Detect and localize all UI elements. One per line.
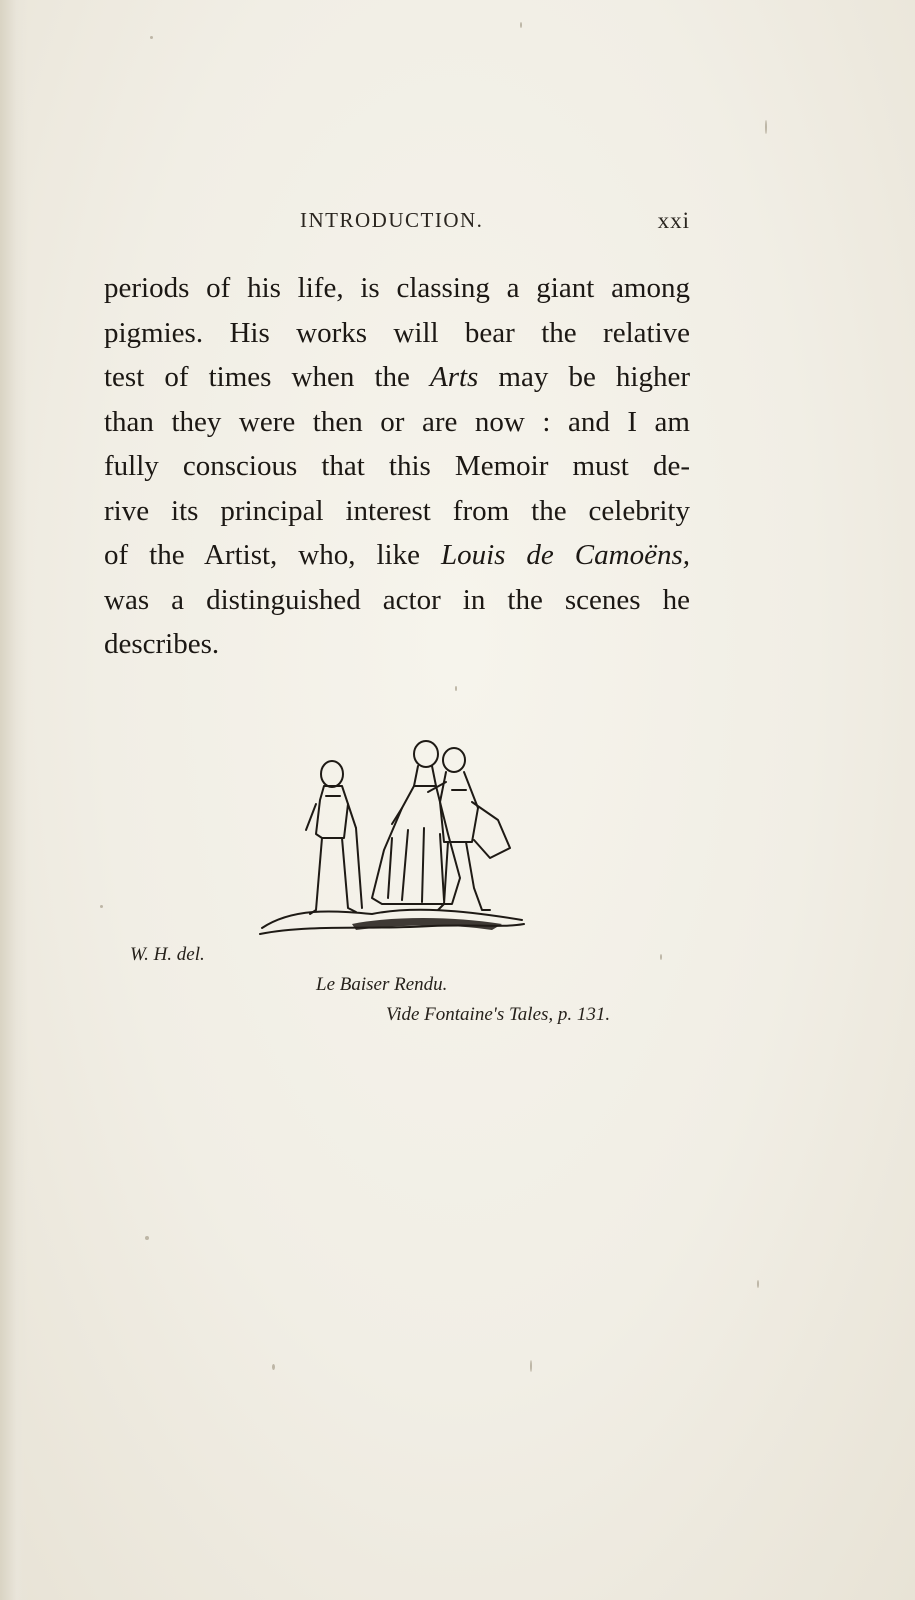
text-line: periods of his life, is classing a giant among [104, 272, 690, 304]
text-segment: may be higher [478, 361, 690, 393]
text-segment: of the Artist, who, like [104, 539, 441, 571]
text-line: rive its principal interest from the celebrity [104, 494, 690, 527]
running-title: INTRODUCTION. [300, 208, 484, 232]
italic-name: Louis de Camoëns, [440, 539, 690, 571]
text-line: fully conscious that this Memoir must de- [104, 450, 690, 482]
running-head [104, 208, 690, 238]
italic-word: Arts [429, 361, 479, 393]
text-segment: test of times when the [104, 361, 430, 393]
page-number: xxi [657, 208, 690, 233]
text-line: than they were then or are now : and I am [104, 405, 690, 438]
illustration-caption: Le Baiser Rendu. [316, 974, 448, 995]
text-line [104, 355, 690, 400]
woodcut-vignette [252, 738, 542, 948]
artist-credit: W. H. del. [130, 944, 205, 965]
text-line: describes. [104, 628, 220, 660]
text-line: pigmies. His works will bear the relative [104, 316, 690, 349]
text-line [104, 533, 690, 578]
gutter-shadow [0, 0, 28, 1600]
body-paragraph [104, 266, 690, 667]
source-reference: Vide Fontaine's Tales, p. 131. [386, 1004, 611, 1025]
text-line: was a distinguished actor in the scenes he [104, 583, 690, 616]
